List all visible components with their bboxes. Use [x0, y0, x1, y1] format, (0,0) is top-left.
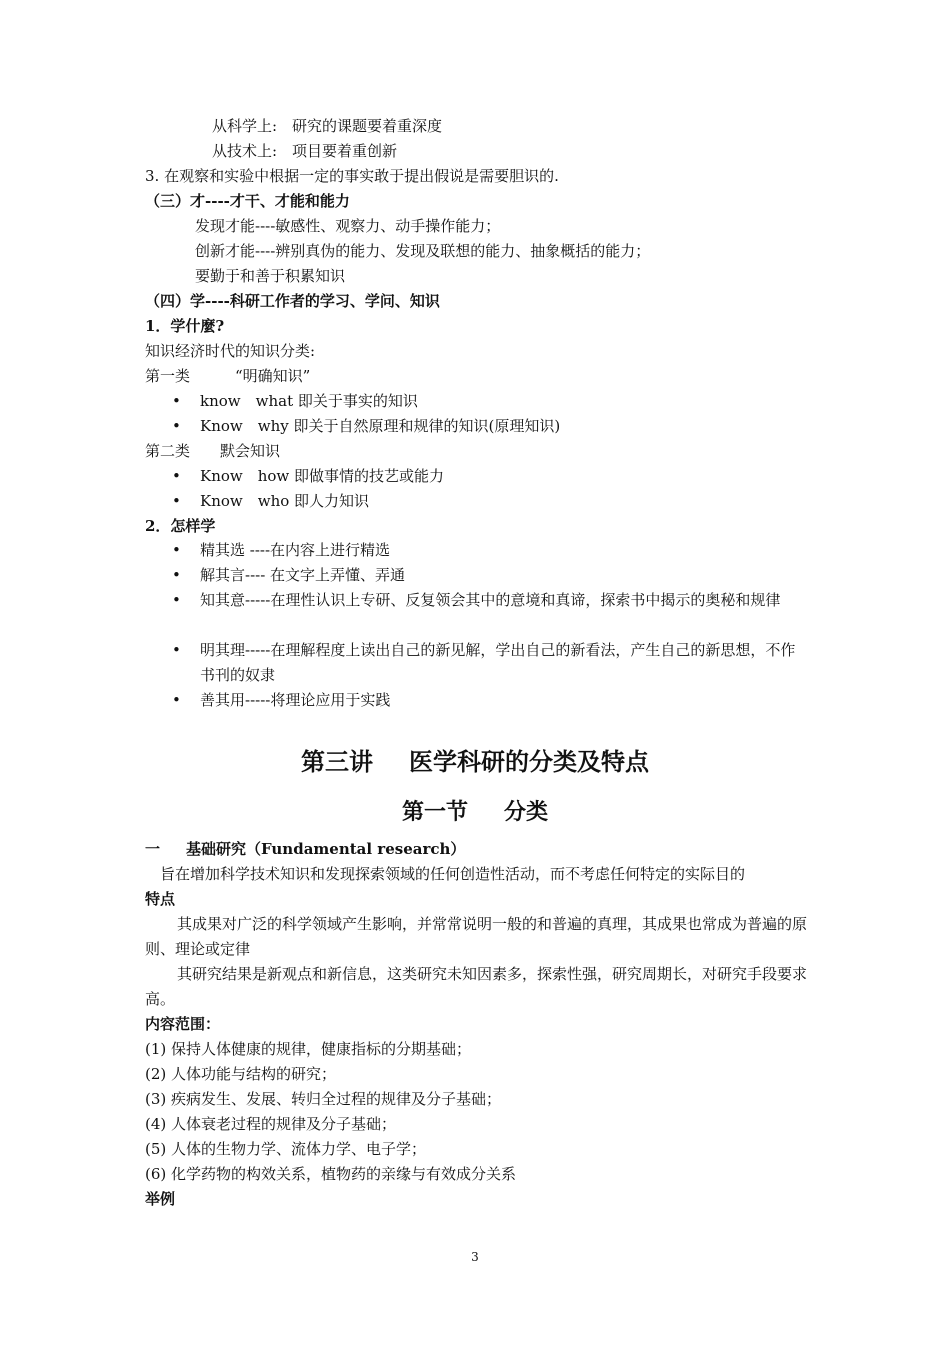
section-title	[0, 797, 950, 827]
part-heading	[145, 837, 810, 862]
list-item: Know why 即关于自然原理和规律的知识(原理知识)	[200, 417, 561, 435]
bullet: •	[172, 417, 181, 435]
page-number: 3	[471, 1250, 479, 1264]
bullet: •	[172, 691, 181, 709]
list-item: 精其选 ----在内容上进行精选	[200, 541, 391, 559]
scope-item: (1) 保持人体健康的规律，健康指标的分期基础；	[145, 1040, 472, 1058]
list-item: 知其意-----在理性认识上专研、反复领会其中的意境和真谛，探索书中揭示的奥秘和规律	[200, 591, 781, 609]
scope-item: (5) 人体的生物力学、流体力学、电子学；	[145, 1140, 427, 1158]
lecture-title	[0, 746, 950, 778]
text-line: 创新才能----辨别真伪的能力、发现及联想的能力、抽象概括的能力；	[195, 242, 651, 260]
feature-paragraph: 其成果对广泛的科学领域产生影响，并常常说明一般的和普遍的真理，其成果也常成为普遍的原则、理论或定律	[145, 915, 808, 958]
list-item: Know how 即做事情的技艺或能力	[200, 467, 445, 485]
text-line: 3. 在观察和实验中根据一定的事实敢于提出假说是需要胆识的.	[145, 167, 559, 185]
bullet: •	[172, 541, 181, 559]
scope-heading: 内容范围：	[145, 1015, 221, 1033]
lecture-name: 医学科研的分类及特点	[409, 747, 649, 776]
list-item: 明其理-----在理解程度上读出自己的新见解，学出自己的新看法，产生自己的新思想，不作书刊的奴隶	[200, 641, 796, 684]
scope-item: (3) 疾病发生、发展、转归全过程的规律及分子基础；	[145, 1090, 502, 1108]
subsection-heading: 1．学什麼?	[145, 317, 225, 335]
text-line: 从技术上: 项目要着重创新	[212, 142, 398, 160]
section-number: 第一节	[401, 799, 468, 825]
section-heading: （四）学----科研工作者的学习、学问、知识	[145, 292, 440, 310]
bullet: •	[172, 566, 181, 584]
text-line: 发现才能----敏感性、观察力、动手操作能力；	[195, 217, 501, 235]
bullet: •	[172, 492, 181, 510]
example-heading: 举例	[145, 1190, 176, 1208]
part-title: 基础研究（Fundamental research）	[186, 840, 466, 858]
list-item: know what 即关于事实的知识	[200, 392, 418, 410]
scope-item: (2) 人体功能与结构的研究；	[145, 1065, 337, 1083]
feature-paragraph: 其研究结果是新观点和新信息，这类研究未知因素多，探索性强，研究周期长，对研究手段要求高。	[145, 965, 808, 1008]
section-heading: （三）才----才干、才能和能力	[145, 192, 350, 210]
subsection-heading: 2．怎样学	[145, 517, 216, 535]
text-line: 从科学上: 研究的课题要着重深度	[212, 117, 443, 135]
part-number: 一	[145, 840, 161, 858]
text-line: 要勤于和善于积累知识	[195, 267, 346, 285]
text-line: 第二类 默会知识	[145, 442, 281, 460]
list-item: 善其用-----将理论应用于实践	[200, 691, 391, 709]
bullet: •	[172, 392, 181, 410]
scope-item: (4) 人体衰老过程的规律及分子基础；	[145, 1115, 397, 1133]
scope-item: (6) 化学药物的构效关系，植物药的亲缘与有效成分关系	[145, 1165, 517, 1183]
list-item: Know who 即人力知识	[200, 492, 370, 510]
definition-text: 旨在增加科学技术知识和发现探索领域的任何创造性活动，而不考虑任何特定的实际目的	[160, 865, 746, 883]
text-line: 知识经济时代的知识分类:	[145, 342, 316, 360]
list-item: 解其言---- 在文字上弄懂、弄通	[200, 566, 406, 584]
bullet: •	[172, 591, 181, 609]
text-line: 第一类 “明确知识”	[145, 367, 311, 385]
bullet: •	[172, 467, 181, 485]
lecture-number: 第三讲	[301, 747, 373, 776]
bullet: •	[172, 641, 181, 659]
feature-heading: 特点	[145, 890, 176, 908]
section-name: 分类	[504, 799, 549, 825]
